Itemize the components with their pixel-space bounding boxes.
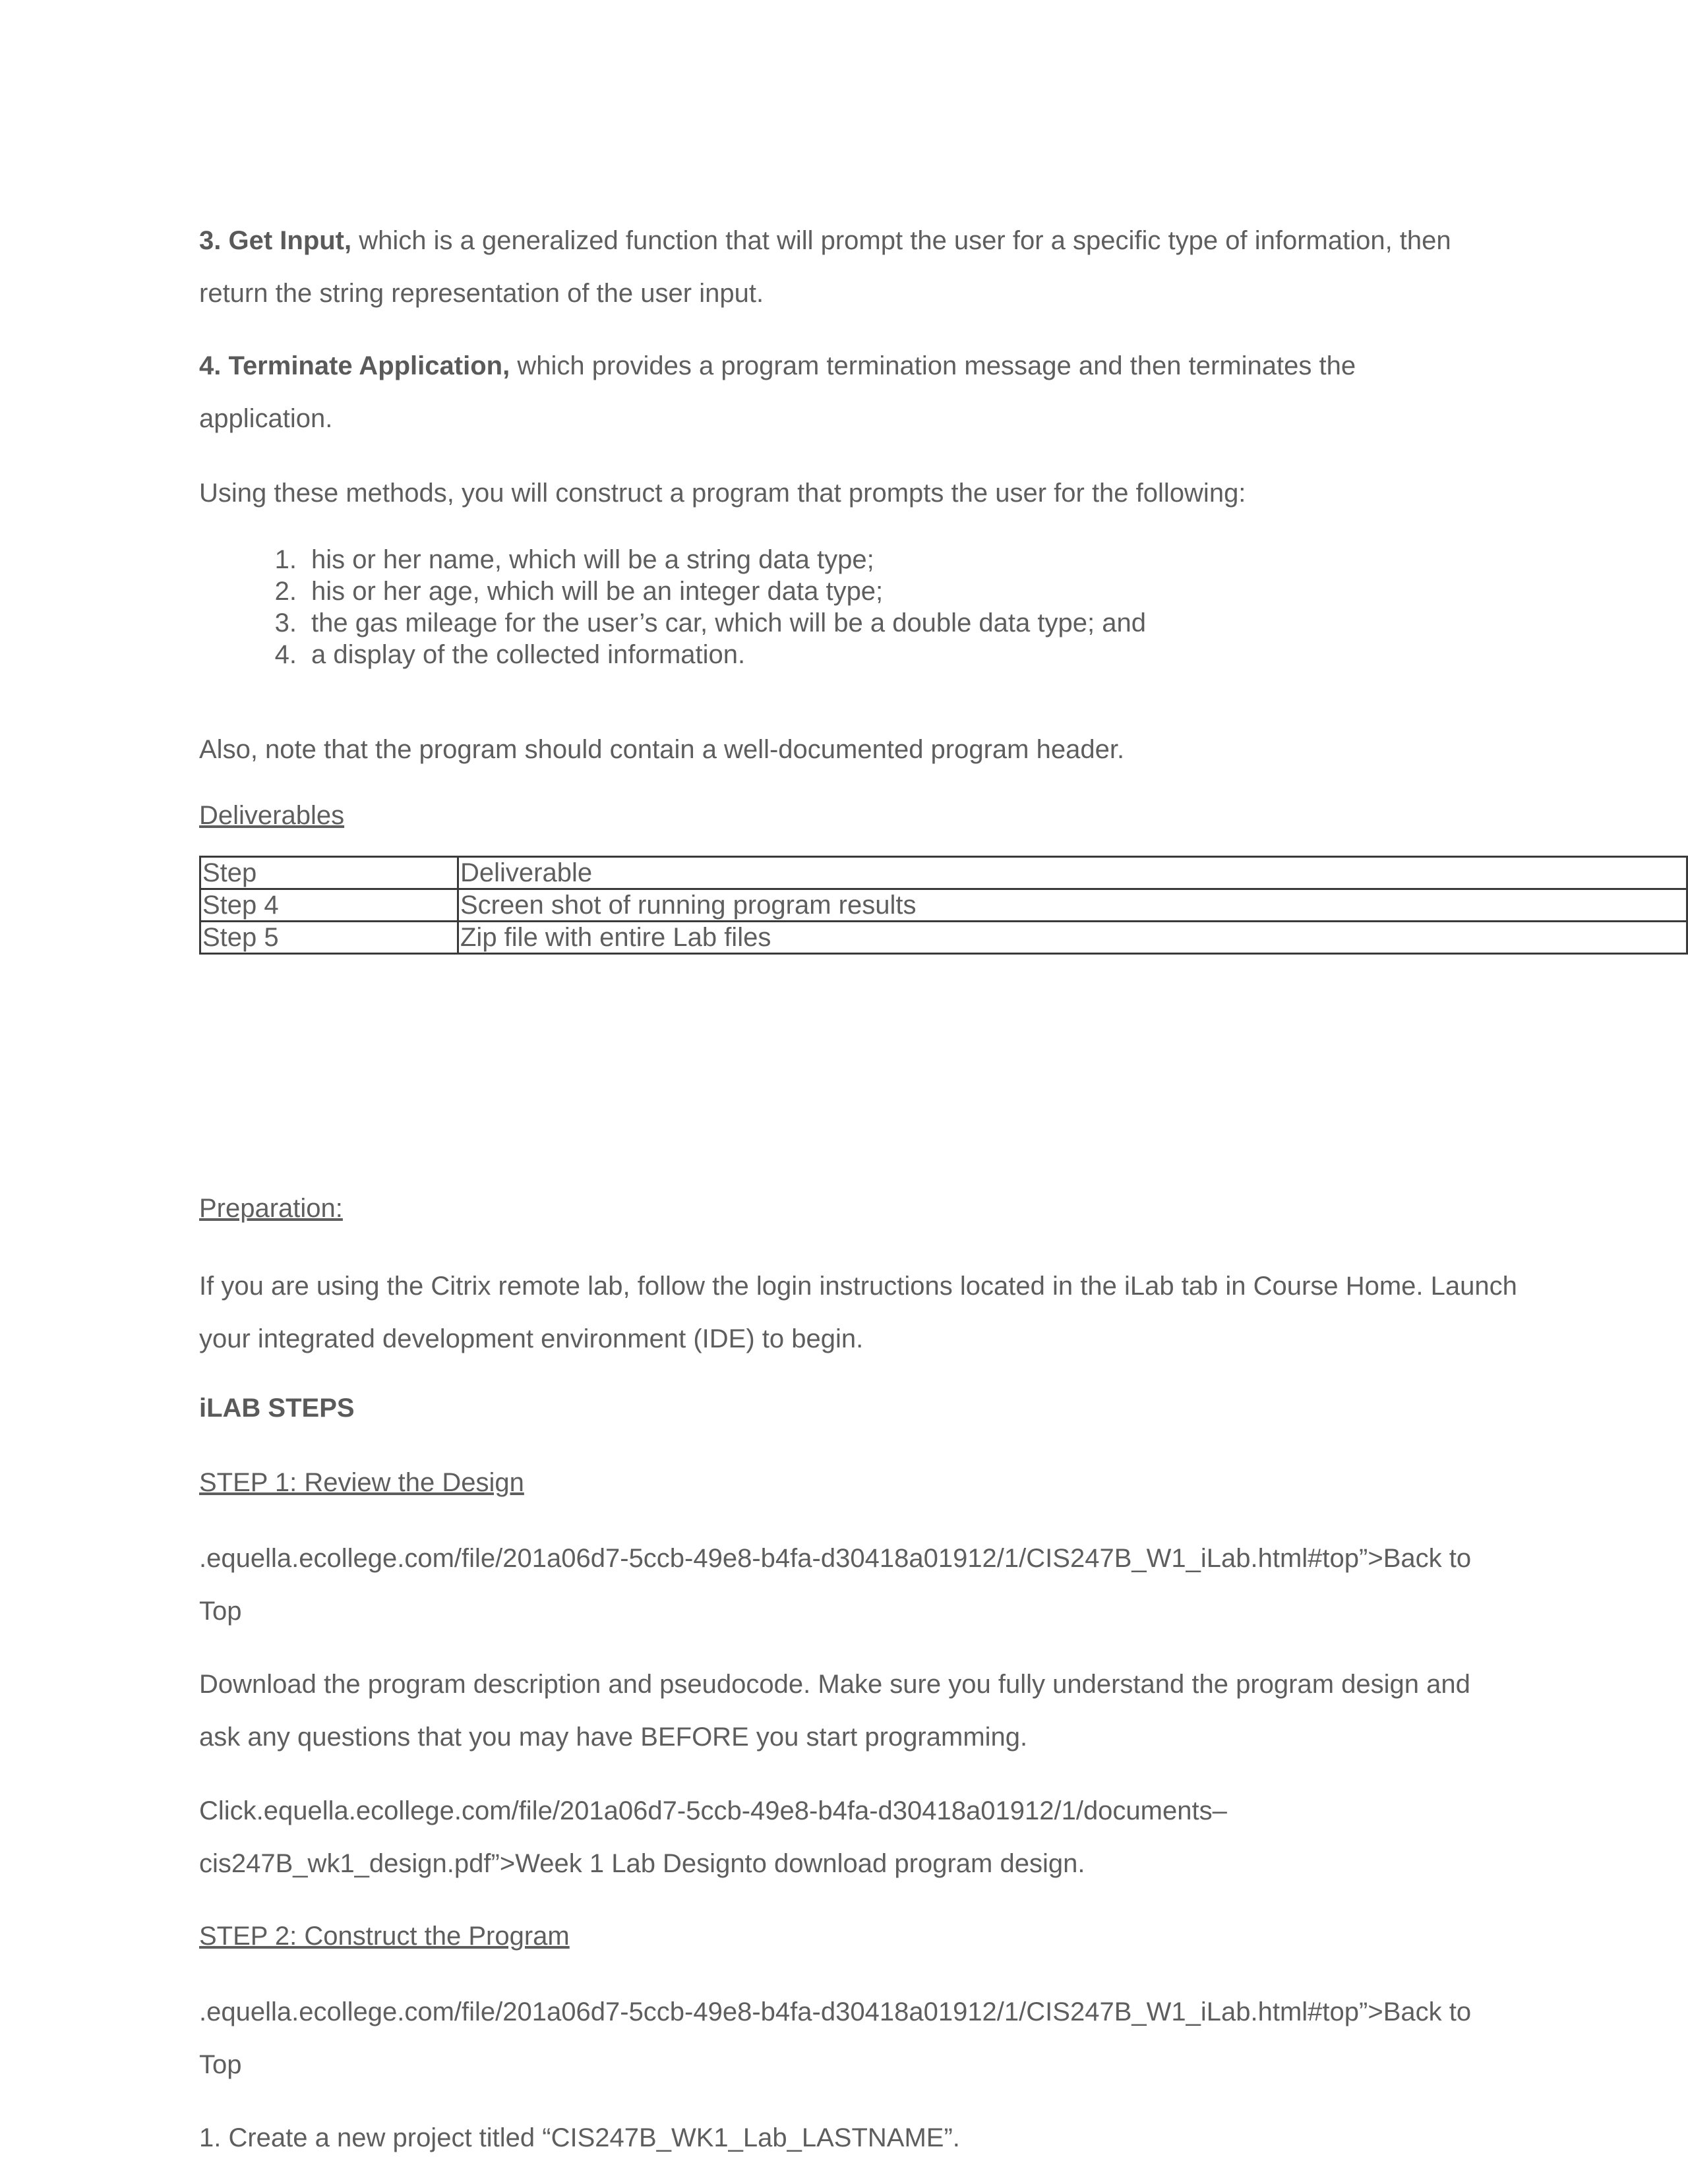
paragraph-terminate-application bbox=[199, 339, 1485, 445]
terminate-application-heading: 4. Terminate Application, bbox=[199, 351, 510, 380]
list-item-number: 1. bbox=[274, 545, 297, 574]
step2-back-to-top-link: .equella.ecollege.com/file/201a06d7-5ccb-49e8-b4fa-d30418a01912/1/CIS247B_W1_iLab.html#top”>Back to Top bbox=[199, 1997, 1472, 2079]
table-row bbox=[200, 922, 1687, 954]
list-item-number: 3. bbox=[274, 608, 297, 637]
step1-label: STEP 1: Review the Design bbox=[199, 1468, 524, 1497]
paragraph-using-methods: Using these methods, you will construct a program that prompts the user for the following: bbox=[199, 479, 1246, 508]
table-cell-deliverable: Zip file with entire Lab files bbox=[458, 922, 1687, 954]
prompt-list bbox=[199, 544, 1146, 670]
step1-back-to-top-link: .equella.ecollege.com/file/201a06d7-5ccb-49e8-b4fa-d30418a01912/1/CIS247B_W1_iLab.html#top”>Back to Top bbox=[199, 1544, 1472, 1626]
list-item-text: his or her age, which will be an integer data type; bbox=[311, 577, 884, 606]
table-cell-deliverable: Screen shot of running program results bbox=[458, 889, 1687, 922]
paragraph-preparation: If you are using the Citrix remote lab, follow the login instructions located in the iLab tab in Course Home. Launch your integrated development environment (IDE) to begin. bbox=[199, 1272, 1517, 1353]
list-item bbox=[199, 639, 1146, 670]
list-item-text: the gas mileage for the user’s car, which will be a double data type; and bbox=[311, 608, 1146, 637]
list-item-number: 4. bbox=[274, 640, 297, 669]
list-item-text: his or her name, which will be a string data type; bbox=[311, 545, 874, 574]
paragraph-create-project: 1. Create a new project titled “CIS247B_WK1_Lab_LASTNAME”. bbox=[199, 2123, 960, 2152]
deliverables-label: Deliverables bbox=[199, 801, 345, 830]
paragraph-get-input bbox=[199, 214, 1485, 320]
list-item bbox=[199, 576, 1146, 607]
get-input-text: which is a generalized function that will prompt the user for a specific type of information, then return the string representation of the user input. bbox=[199, 226, 1451, 308]
terminate-application-text: which provides a program termination message and then terminates the application. bbox=[199, 351, 1356, 433]
paragraph-program-header-note: Also, note that the program should contain a well-documented program header. bbox=[199, 735, 1125, 764]
table-cell-step: Step 4 bbox=[200, 889, 458, 922]
step2-label: STEP 2: Construct the Program bbox=[199, 1922, 570, 1951]
deliverables-table bbox=[199, 856, 1688, 955]
table-header-step: Step bbox=[200, 857, 458, 889]
paragraph-download-description: Download the program description and pseudocode. Make sure you fully understand the program design and ask any questions that you may have BEFORE you start programming. bbox=[199, 1670, 1470, 1752]
paragraph-click-design: Click.equella.ecollege.com/file/201a06d7-5ccb-49e8-b4fa-d30418a01912/1/documents–cis247B_wk1_design.pdf”>Week 1 Lab Designto download program design. bbox=[199, 1796, 1227, 1878]
table-row bbox=[200, 889, 1687, 922]
get-input-heading: 3. Get Input, bbox=[199, 226, 352, 255]
list-item-text: a display of the collected information. bbox=[311, 640, 746, 669]
list-item bbox=[199, 544, 1146, 576]
table-cell-step: Step 5 bbox=[200, 922, 458, 954]
list-item bbox=[199, 607, 1146, 639]
list-item-number: 2. bbox=[274, 577, 297, 606]
table-header-deliverable: Deliverable bbox=[458, 857, 1687, 889]
preparation-label: Preparation: bbox=[199, 1194, 343, 1223]
ilab-steps-heading: iLAB STEPS bbox=[199, 1394, 355, 1423]
table-header-row bbox=[200, 857, 1687, 889]
